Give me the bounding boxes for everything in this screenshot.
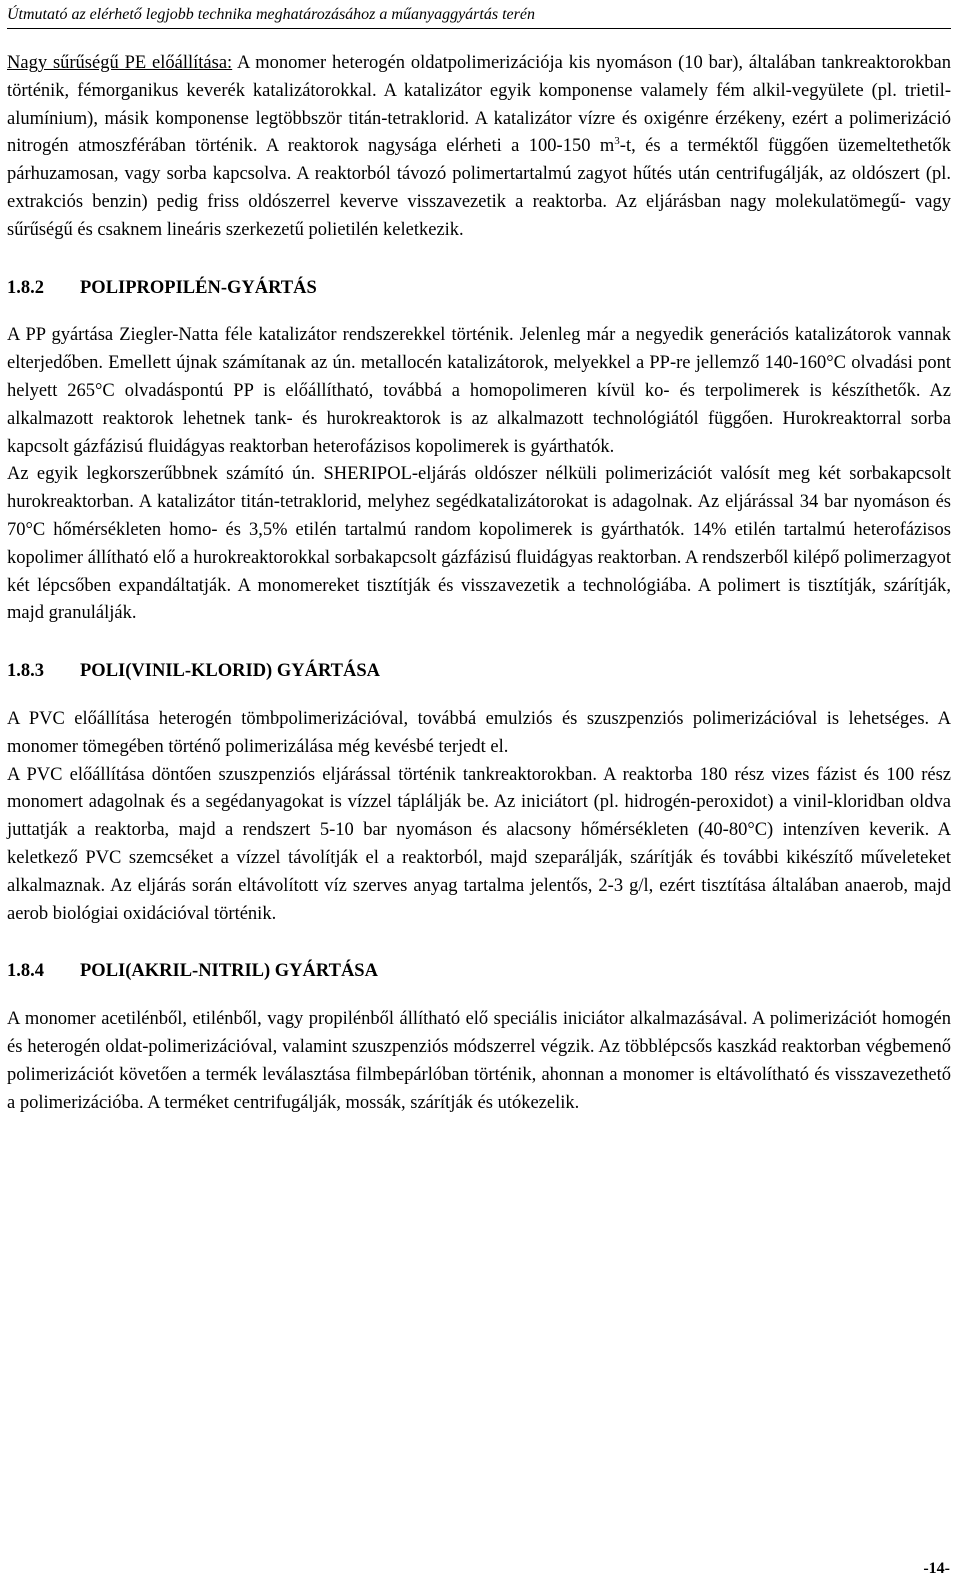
- section-number: 1.8.3: [7, 661, 44, 682]
- intro-text-b: -t, és a terméktől függően üzemeltethetők párhuzamosan, vagy sorba kapcsolva. A reaktorból távozó polimertartalmú zagyot hűtés után centrifugálják, az oldószert (pl. extrakciós benzin) pedig friss oldószerrel keverve visszavezetik a reaktorba. Az eljárásban nagy molekulatömegű- vagy sűrűségű és csaknem lineáris szerkezetű polietilén keletkezik.: [7, 136, 952, 240]
- section-polyacrylonitrile: [7, 958, 951, 1117]
- section-heading: [7, 275, 951, 303]
- section-heading: [7, 658, 951, 686]
- superscript: 3: [614, 135, 620, 148]
- section-polypropylene: [7, 275, 951, 629]
- paragraph: A PVC előállítása heterogén tömbpolimerizációval, továbbá emulziós és szuszpenziós polimerizációval is lehetséges. A monomer tömegében történő polimerizálása még kevésbé terjedt el.: [7, 708, 951, 757]
- intro-lead: Nagy sűrűségű PE előállítása:: [7, 53, 233, 73]
- section-number: 1.8.4: [7, 961, 44, 982]
- document-body: [7, 50, 951, 1117]
- paragraph: A monomer acetilénből, etilénből, vagy propilénből állítható elő speciális iniciátor alkalmazásával. A polimerizációt homogén és heterogén oldat-polimerizációval, valamint szuszpenziós módszerrel végzik. Az többlépcsős kaszkád reaktorban végbemenő polimerizációt követően a termék leválasztása filmbepárlóban történik, ahonnan a monomer is eltávolítható és visszavezethető a polimerizációba. A terméket centrifugálják, mossák, szárítják és utókezelik.: [7, 1009, 951, 1113]
- section-title: POLI(AKRIL-NITRIL) GYÁRTÁSA: [80, 961, 378, 982]
- section-title: POLI(VINIL-KLORID) GYÁRTÁSA: [80, 661, 381, 682]
- paragraph: A PVC előállítása döntően szuszpenziós eljárással történik tankreaktorokban. A reaktorba 180 rész vizes fázist és 100 rész monomert adagolnak és a segédanyagokat is vízzel táplálják be. Az iniciátort (pl. hidrogén-peroxidot) a vinil-kloridban oldva juttatják a reaktorba, majd a rendszert 5-10 bar nyomáson és alacsony hőmérsékleten (40-80°C) intenzíven keverik. A keletkező PVC szemcséket a vízzel távolítják el a reaktorból, majd szeparálják, szárítják és további kikészítő műveleteket alkalmaznak. Az eljárás során eltávolított víz szerves anyag tartalma jelentős, 2-3 g/l, ezért tisztítása általában anaerob, majd aerob biológiai oxidációval történik.: [7, 764, 951, 924]
- page-number: -14-: [923, 1560, 950, 1577]
- paragraph: A PP gyártása Ziegler-Natta féle katalizátor rendszerekkel történik. Jelenleg már a negyedik generációs katalizátorok vannak elterjedőben. Emellett újnak számítanak az ún. metallocén katalizátorok, melyekkel a PP-re jellemző 140-160°C olvadási pont helyett 265°C olvadáspontú PP is előállítható, továbbá a homopolimeren kívül ko- és terpolimerek is készíthetők. Az alkalmazott reaktorok lehetnek tank- és hurokreaktorok is az alkalmazott technológiától függően. Hurokreaktorral sorba kapcsolt gázfázisú fluidágyas reaktorban heterofázisos kopolimerek is gyárthatók.: [7, 325, 951, 457]
- section-pvc: [7, 658, 951, 928]
- intro-text-a: A monomer heterogén oldatpolimerizációja kis nyomáson (10 bar), általában tankreaktorokban történik, fémorganikus keverék katalizátorokkal. A katalizátor egyik komponense valamely fém alkil-vegyülete (pl. trietil-alumínium), másik komponense legtöbbször titán-tetraklorid. A katalizátor vízre és oxigénre érzékeny, ezért a polimerizáció nitrogén atmoszférában történik. A reaktorok nagysága elérheti a 100-150 m: [7, 53, 951, 157]
- running-header: Útmutató az elérhető legjobb technika meghatározásához a műanyaggyártás terén: [7, 4, 951, 29]
- section-heading: [7, 958, 951, 986]
- section-title: POLIPROPILÉN-GYÁRTÁS: [80, 277, 317, 298]
- section-number: 1.8.2: [7, 277, 44, 298]
- paragraph: Az egyik legkorszerűbbnek számító ún. SHERIPOL-eljárás oldószer nélküli polimerizációt valósít meg két sorbakapcsolt hurokreaktorban. A katalizátor titán-tetraklorid, melyhez segédkatalizátorokat is adagolnak. Az eljárással 34 bar nyomáson és 70°C hőmérsékleten homo- és 3,5% etilén tartalmú random kopolimerek is gyárthatók. 14% etilén tartalmú heterofázisos kopolimer állítható elő a hurokreaktorokkal sorbakapcsolt gázfázisú fluidágyas reaktorban. A rendszerből kilépő polimerzagyot két lépcsőben expandáltatják. A monomereket tisztítják és visszavezetik a technológiába. A polimert is tisztítják, szárítják, majd granulálják.: [7, 464, 951, 624]
- intro-paragraph: [7, 50, 951, 245]
